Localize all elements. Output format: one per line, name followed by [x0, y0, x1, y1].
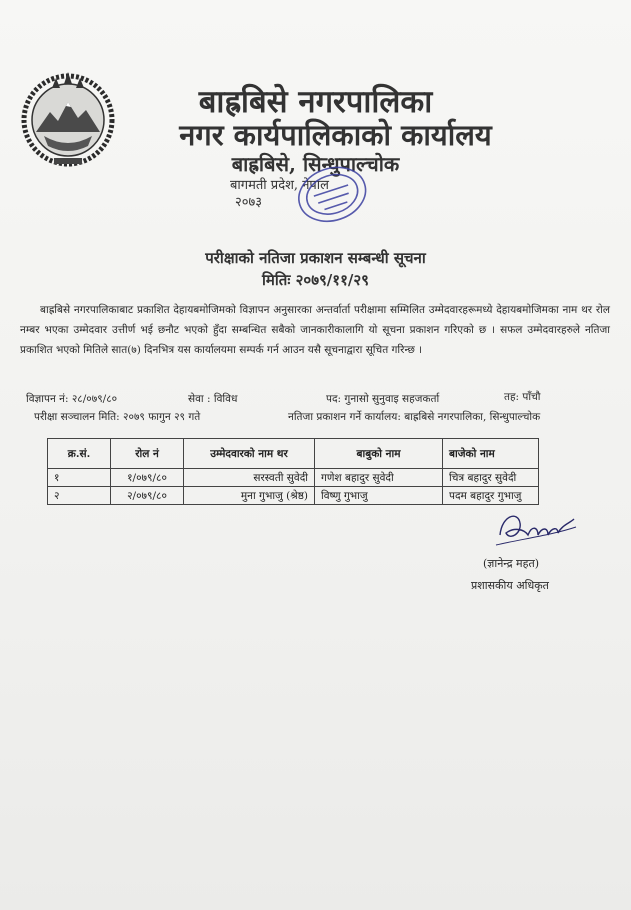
province-name: बागमती प्रदेश, नेपाल: [230, 178, 329, 193]
cell-candidate: मुना गुभाजु (श्रेष्ठ): [184, 487, 315, 505]
level-label: तह: पाँचौ: [504, 391, 541, 403]
cell-candidate: सरस्वती सुवेदी: [184, 469, 315, 487]
office-address: बाह्रबिसे, सिन्धुपाल्चोक: [231, 152, 400, 176]
cell-grandfather: पदम बहादुर गुभाजु: [443, 487, 539, 505]
signature-image: [492, 505, 577, 550]
cell-grandfather: चित्र बहादुर सुवेदी: [443, 469, 539, 487]
cell-roll: १/०७९/८०: [111, 469, 184, 487]
results-table: [47, 438, 539, 505]
office-name: नगर कार्यपालिकाको कार्यालय: [179, 118, 492, 152]
notice-body: बाह्रबिसे नगरपालिकाबाट प्रकाशित देहायबमोजिमको विज्ञापन अनुसारका अन्तर्वार्ता परीक्षामा सम्मिलित उम्मेदवारहरूमध्ये देहायबमोजिमका नाम थर रोल नम्बर भएका उम्मेदवार उत्तीर्ण भई छनौट भएको हुँदा सम्बन्धित सबैको जानकारीकालागि यो सूचना प्रकाशन गरिएको छ । सफल उम्मेदवारहरुले नतिजा प्रकाशित भएको मितिले सात(७) दिनभित्र यस कार्यालयमा सम्पर्क गर्न आउन यसै सूचनाद्वारा सूचित गरिन्छ ।: [20, 304, 610, 356]
established-year: २०७३: [235, 195, 263, 210]
notice-date: मितिः २०७९/११/२९: [262, 271, 369, 289]
publishing-office: नतिजा प्रकाशन गर्ने कार्यालय: बाह्रबिसे नगरपालिका, सिन्धुपाल्चोक: [288, 411, 541, 423]
cell-father: विष्णु गुभाजु: [315, 487, 443, 505]
col-grandfather: बाजेको नाम: [443, 439, 539, 469]
cell-father: गणेश बहादुर सुवेदी: [315, 469, 443, 487]
office-seal-stamp: [280, 155, 380, 233]
col-serial: क्र.सं.: [48, 439, 111, 469]
municipality-name: बाह्रबिसे नगरपालिका: [198, 84, 433, 120]
table-row: [48, 487, 539, 505]
signatory-title: प्रशासकीय अधिकृत: [471, 579, 549, 592]
advertisement-number: विज्ञापन नं: २८/०७९/८०: [26, 393, 118, 405]
col-candidate: उम्मेदवारको नाम थर: [184, 439, 315, 469]
col-roll: रोल नं: [111, 439, 184, 469]
cell-serial: १: [48, 469, 111, 487]
table-row: [48, 469, 539, 487]
cell-serial: २: [48, 487, 111, 505]
notice-title: परीक्षाको नतिजा प्रकाशन सम्बन्धी सूचना: [205, 249, 426, 267]
post-label: पद: गुनासो सुनुवाइ सहजकर्ता: [326, 393, 440, 405]
signatory-name: (ज्ञानेन्द्र महत): [483, 557, 540, 570]
table-header-row: [48, 439, 539, 469]
service-label: सेवा : विविध: [188, 393, 238, 405]
exam-date: परीक्षा सञ्चालन मिति: २०७९ फागुन २९ गते: [34, 411, 201, 423]
cell-roll: २/०७९/८०: [111, 487, 184, 505]
col-father: बाबुको नाम: [315, 439, 443, 469]
